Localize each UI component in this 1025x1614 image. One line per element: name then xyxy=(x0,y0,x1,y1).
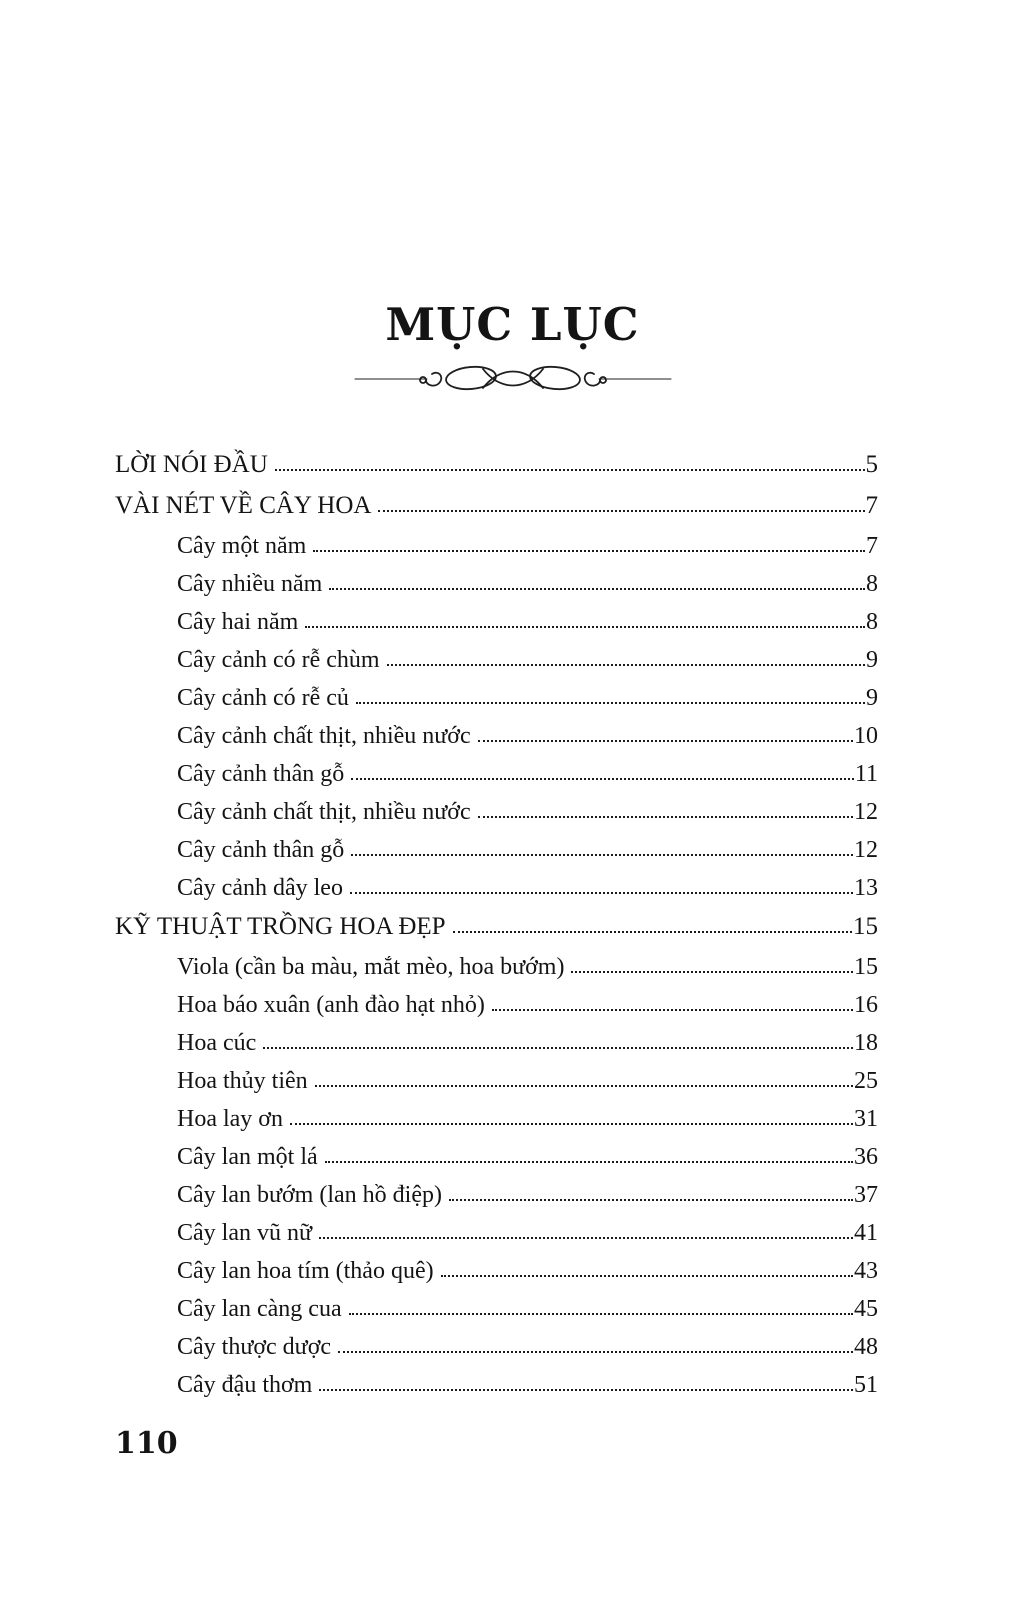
toc-entry xyxy=(115,1221,878,1246)
toc-leader-dots xyxy=(478,816,853,818)
toc-entry-label: VÀI NÉT VỀ CÂY HOA xyxy=(115,491,372,519)
toc-leader-dots xyxy=(478,740,853,742)
toc-entry-page: 12 xyxy=(854,798,878,825)
toc-entry xyxy=(115,1069,878,1094)
toc-leader-dots xyxy=(319,1389,853,1391)
toc-entry-page: 10 xyxy=(854,722,878,749)
toc-list xyxy=(115,452,878,1398)
toc-leader-dots xyxy=(325,1161,853,1163)
toc-entry-label: Cây lan bướm (lan hồ điệp) xyxy=(177,1181,442,1208)
toc-entry-page: 8 xyxy=(866,570,878,597)
toc-leader-dots xyxy=(313,550,865,552)
toc-entry-page: 31 xyxy=(854,1105,878,1132)
toc-entry xyxy=(115,1031,878,1056)
toc-entry xyxy=(115,1373,878,1398)
toc-entry-page: 15 xyxy=(854,953,878,980)
toc-entry-label: Cây một năm xyxy=(177,532,307,559)
toc-entry xyxy=(115,762,878,787)
toc-leader-dots xyxy=(351,778,854,780)
toc-entry-label: Hoa cúc xyxy=(177,1029,257,1056)
toc-entry xyxy=(115,572,878,597)
toc-entry-label: Cây thược dược xyxy=(177,1333,332,1360)
toc-leader-dots xyxy=(275,469,865,471)
toc-entry-page: 18 xyxy=(854,1029,878,1056)
toc-entry-label: Cây cảnh thân gỗ xyxy=(177,836,345,863)
toc-entry-page: 12 xyxy=(854,836,878,863)
toc-entry-label: LỜI NÓI ĐẦU xyxy=(115,450,268,478)
toc-entry-label: Cây hai năm xyxy=(177,608,299,635)
toc-entry-page: 9 xyxy=(866,646,878,673)
toc-leader-dots xyxy=(571,971,853,973)
page-title: MỤC LỤC xyxy=(385,298,640,351)
toc-entry-page: 16 xyxy=(854,991,878,1018)
toc-entry-label: Cây cảnh có rễ chùm xyxy=(177,646,380,673)
toc-entry xyxy=(115,724,878,749)
toc-entry xyxy=(115,534,878,559)
toc-leader-dots xyxy=(449,1199,853,1201)
toc-leader-dots xyxy=(378,510,864,512)
toc-leader-dots xyxy=(387,664,865,666)
toc-entry-page: 37 xyxy=(854,1181,878,1208)
ornamental-divider xyxy=(353,358,673,396)
toc-entry-page: 43 xyxy=(854,1257,878,1284)
toc-entry xyxy=(115,876,878,901)
toc-entry-page: 7 xyxy=(865,491,878,519)
toc-entry-label: Viola (cần ba màu, mắt mèo, hoa bướm) xyxy=(177,953,565,980)
toc-entry xyxy=(115,800,878,825)
toc-entry xyxy=(115,1297,878,1322)
toc-entry-page: 41 xyxy=(854,1219,878,1246)
toc-leader-dots xyxy=(338,1351,853,1353)
toc-entry-page: 45 xyxy=(854,1295,878,1322)
toc-entry-label: Hoa lay ơn xyxy=(177,1105,283,1132)
page-number: 110 xyxy=(115,1425,178,1461)
toc-leader-dots xyxy=(315,1085,853,1087)
toc-entry-label: Cây lan một lá xyxy=(177,1143,318,1170)
toc-entry-page: 13 xyxy=(854,874,878,901)
toc-entry-label: KỸ THUẬT TRỒNG HOA ĐẸP xyxy=(115,912,446,940)
toc-leader-dots xyxy=(350,892,853,894)
toc-entry xyxy=(115,1107,878,1132)
toc-entry-label: Hoa thủy tiên xyxy=(177,1067,308,1094)
toc-leader-dots xyxy=(290,1123,853,1125)
toc-entry-page: 51 xyxy=(854,1371,878,1398)
toc-entry xyxy=(115,955,878,980)
toc-entry xyxy=(115,686,878,711)
toc-entry-page: 7 xyxy=(866,532,878,559)
toc-leader-dots xyxy=(492,1009,853,1011)
toc-entry-page: 25 xyxy=(854,1067,878,1094)
toc-entry-label: Cây cảnh thân gỗ xyxy=(177,760,345,787)
toc-entry-page: 48 xyxy=(854,1333,878,1360)
toc-entry-label: Cây cảnh chất thịt, nhiều nước xyxy=(177,722,471,749)
toc-entry xyxy=(115,1183,878,1208)
toc-entry-page: 5 xyxy=(865,450,878,478)
toc-entry-label: Cây đậu thơm xyxy=(177,1371,313,1398)
toc-entry xyxy=(115,452,878,477)
toc-entry-label: Cây lan hoa tím (thảo quê) xyxy=(177,1257,434,1284)
toc-entry xyxy=(115,1335,878,1360)
toc-entry-page: 8 xyxy=(866,608,878,635)
toc-leader-dots xyxy=(263,1047,853,1049)
toc-entry xyxy=(115,1145,878,1170)
toc-entry xyxy=(115,993,878,1018)
toc-leader-dots xyxy=(351,854,853,856)
toc-entry-label: Cây cảnh dây leo xyxy=(177,874,343,901)
toc-entry-label: Cây cảnh chất thịt, nhiều nước xyxy=(177,798,471,825)
toc-leader-dots xyxy=(349,1313,853,1315)
toc-entry-label: Hoa báo xuân (anh đào hạt nhỏ) xyxy=(177,991,485,1018)
toc-entry xyxy=(115,914,878,939)
toc-entry xyxy=(115,610,878,635)
toc-entry-label: Cây cảnh có rễ củ xyxy=(177,684,349,711)
toc-entry-label: Cây lan càng cua xyxy=(177,1295,342,1322)
flourish-icon xyxy=(353,358,673,396)
toc-entry xyxy=(115,838,878,863)
toc-entry-page: 15 xyxy=(853,912,878,940)
toc-entry-label: Cây lan vũ nữ xyxy=(177,1219,312,1246)
toc-leader-dots xyxy=(356,702,865,704)
toc-entry xyxy=(115,648,878,673)
toc-leader-dots xyxy=(453,931,852,933)
toc-leader-dots xyxy=(441,1275,853,1277)
toc-entry-page: 9 xyxy=(866,684,878,711)
toc-entry xyxy=(115,1259,878,1284)
toc-leader-dots xyxy=(319,1237,853,1239)
toc-entry-page: 11 xyxy=(854,760,878,787)
toc-leader-dots xyxy=(305,626,865,628)
toc-entry-page: 36 xyxy=(854,1143,878,1170)
toc-leader-dots xyxy=(329,588,865,590)
toc-entry-label: Cây nhiều năm xyxy=(177,570,323,597)
toc-entry xyxy=(115,493,878,518)
